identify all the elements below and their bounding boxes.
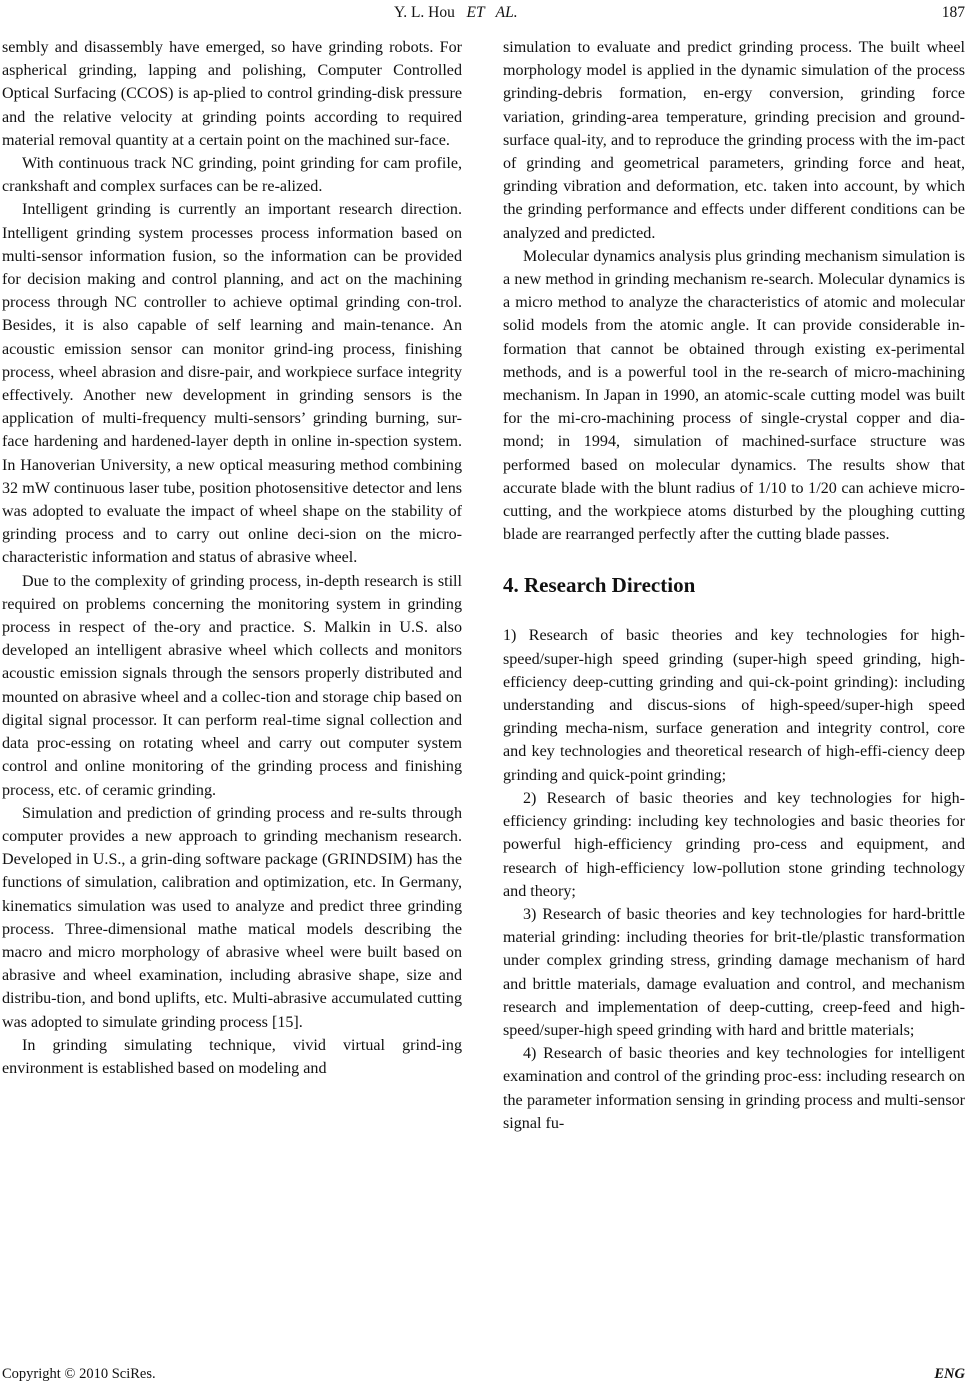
paragraph: Simulation and prediction of grinding process and re-sults through computer provides a new approach to grinding mechanism research. Developed in U.S., a grin-ding software package (GRINDSIM) has the functions of simulation, calibration and optimization, etc. In Germany, kinematics simulation was used to analyze and predict three grinding process. Three-dimensional mathe matical models describing the macro and micro morphology of abrasive wheel were built based on abrasive and wheel examination, including abrasive shape, size and distribu-tion, and bond uplifts, etc. Multi-abrasive accumulated cutting was adopted to simulate grinding process [15]. (2, 804, 462, 1031)
page-footer (0, 1366, 969, 1386)
paragraph: Intelligent grinding is currently an important research direction. Intelligent grinding system processes process information based on multi-sensor information fusion, so the information can be provided for decision making and control planning, and act on the machining process through NC controller to achieve optimal grinding con-trol. Besides, it is also capable of self learning and main-tenance. An acoustic emission sensor can monitor grind-ing process, finishing process, wheel abrasion and disre-pair, and workpiece surface integrity effectively. Another new development in grinding sensors is the application of multi-frequency multi-sensors’ grinding burning, sur-face hardening and hardened-layer depth in online in-spection system. In Hanoverian University, a new optical measuring method combining 32 mW continuous laser tube, position photosensitive detector and lens was adopted to evaluate the impact of wheel shape on the stability of grinding process and to carry out online deci-sion on the micro-characteristic information and status of abrasive wheel. (2, 201, 462, 567)
running-head-authors: Y. L. Hou ET AL. (394, 4, 518, 21)
list-item: 2) Research of basic theories and key technologies for high-efficiency grinding: including key technologies and basic theories for powerful high-efficiency grinding pro-cess and equipment, and research of high-efficiency low-pollution stone grinding technology and theory; (503, 789, 965, 900)
paragraph: Molecular dynamics analysis plus grinding mechanism simulation is a new method in grinding mechanism re-search. Molecular dynamics is a micro method to analyze the characteristics of atomic and molecular solid models from the atomic angle. It can provide considerable in-formation that cannot be obtained through existing ex-perimental methods, and is a powerful tool in the re-search of micro-machining mechanism. In Japan in 1990, an atomic-scale cutting model was built for the mi-cro-machining process of single-crystal copper and dia-mond; in 1994, simulation of machined-surface structure was performed based on molecular dynamics. The results show that accurate blade with the blunt radius of 1/10 to 1/20 can achieve micro-cutting, and the workpiece atoms disturbed by the ploughing cutting blade are rearranged perfectly after the cutting blade passes. (503, 247, 965, 544)
paragraph: In grinding simulating technique, vivid virtual grind-ing environment is established based on modeling and (2, 1036, 462, 1077)
left-column (2, 36, 462, 1080)
page-number: 187 (941, 4, 965, 21)
paragraph: simulation to evaluate and predict grinding process. The built wheel morphology model is applied in the dynamic simulation of the process grinding-debris formation, en-ergy conversion, grinding force variation, grinding-area temperature, grinding precision and ground-surface qual-ity, and to reproduce the grinding process with the im-pact of grinding and geometrical parameters, grinding force and heat, grinding vibration and deformation, etc. taken into account, by which the grinding performance and effects under different conditions can be analyzed and predicted. (503, 39, 965, 242)
journal-abbreviation: ENG (934, 1366, 965, 1382)
list-item: 3) Research of basic theories and key technologies for hard-brittle material grinding: including theories for brit-tle/plastic transformation under complex grinding stress, grinding damage mechanism of hard and brittle materials, damage evaluation and control, and mechanism research and implementation of deep-cutting, creep-feed and high-speed/super-high speed grinding with hard and brittle materials; (503, 905, 965, 1039)
section-heading: 4. Research Direction (503, 573, 696, 598)
paragraph: Due to the complexity of grinding process, in-depth research is still required on problems concerning the monitoring system in grinding process in respect of the-ory and practice. S. Malkin in U.S. also developed an intelligent abrasive wheel which collects and monitors acoustic emission signals through the sensors properly distributed and mounted on abrasive wheel and a collec-tion and storage chip based on digital signal processor. It can perform real-time signal collection and data proc-essing on rotating wheel and carry out computer system control and online monitoring of the grinding process and finishing process, etc. of ceramic grinding. (2, 572, 462, 799)
running-head (0, 4, 969, 26)
paragraph: With continuous track NC grinding, point grinding for cam profile, crankshaft and complex surfaces can be re-alized. (2, 155, 462, 196)
paragraph: sembly and disassembly have emerged, so have grinding robots. For aspherical grinding, lapping and polishing, Computer Controlled Optical Surfacing (CCOS) is ap-plied to control grinding-disk pressure and the relative velocity at grinding points according to required material removal quantity at a certain point on the machined sur-face. (2, 39, 462, 149)
list-item: 1) Research of basic theories and key technologies for high-speed/super-high speed grinding (super-high speed grinding, high-efficiency deep-cutting grinding and qui-ck-point grinding): including understanding and discus-sions of high-speed/super-high speed grinding mecha-nism, surface generation and integrity control, core and key technologies and theoretical research of high-effi-ciency deep grinding and quick-point grinding; (503, 627, 965, 784)
copyright-notice: Copyright © 2010 SciRes. (2, 1366, 156, 1382)
running-head-et-al: ET AL. (466, 4, 518, 21)
right-column (503, 36, 965, 1135)
list-item: 4) Research of basic theories and key technologies for intelligent examination and control of the grinding proc-ess: including research on the parameter information sensing in grinding process and multi-sensor signal fu- (503, 1045, 965, 1132)
